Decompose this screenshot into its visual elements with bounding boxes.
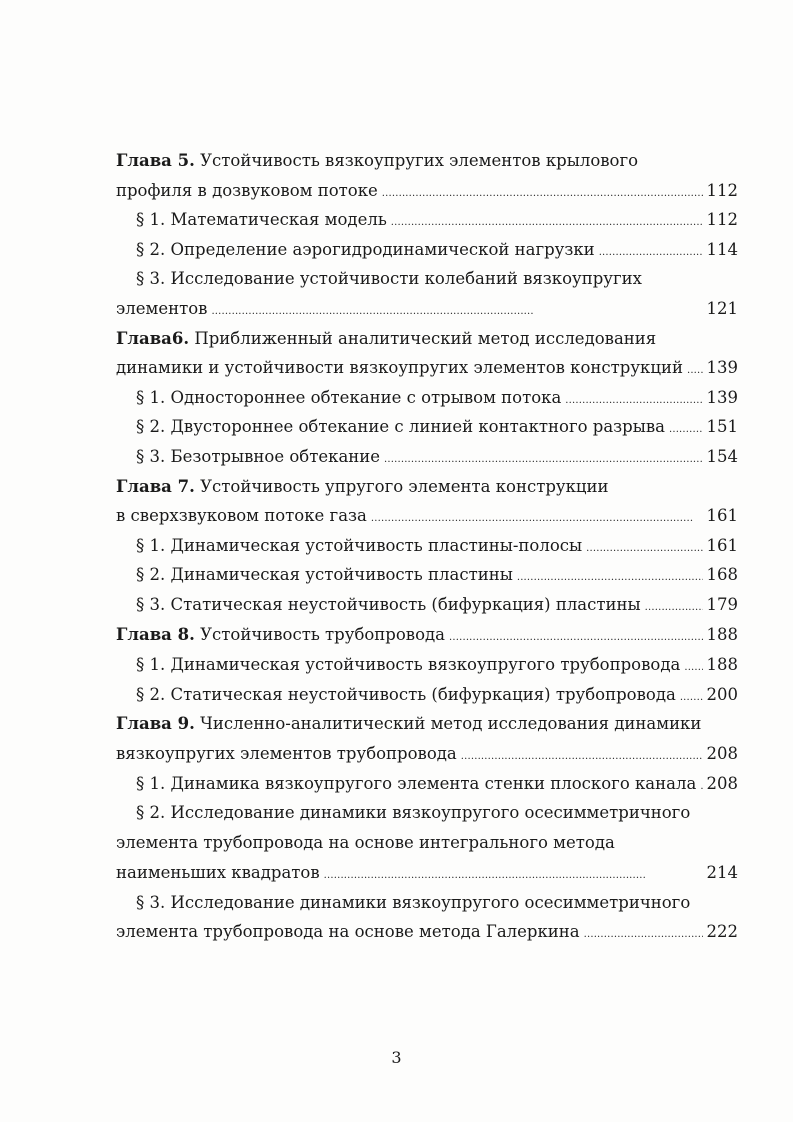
- section-title: элементов: [116, 299, 208, 318]
- toc-section-9-2-line-3[interactable]: [116, 862, 738, 884]
- toc-section-7-2[interactable]: [136, 564, 738, 586]
- section-label: § 1.: [136, 774, 166, 793]
- page-ref: 222: [706, 922, 738, 941]
- chapter-label: Глава6.: [116, 329, 190, 348]
- section-title: Определение аэрогидродинамической нагрузки: [170, 240, 595, 259]
- toc-section-6-1[interactable]: [136, 387, 738, 409]
- section-label: § 2.: [136, 240, 166, 259]
- section-title: Статическая неустойчивость (бифуркация) пластины: [170, 595, 641, 614]
- page-ref: 139: [706, 358, 738, 377]
- page-ref: 188: [706, 655, 738, 674]
- page-ref: 200: [706, 685, 738, 704]
- page-ref: 112: [706, 181, 738, 200]
- section-title: Одностороннее обтекание с отрывом потока: [170, 388, 562, 407]
- leader-dots: [517, 564, 703, 589]
- section-title: наименьших квадратов: [116, 863, 320, 882]
- toc-chapter-5-line-1: [116, 150, 738, 172]
- page-ref: 161: [706, 506, 738, 525]
- toc-section-5-3-line-1: [136, 268, 738, 290]
- chapter-title: профиля в дозвуковом потоке: [116, 181, 378, 200]
- section-title: Исследование динамики вязкоупругого осесимметричного: [170, 893, 691, 912]
- page-ref: 208: [706, 744, 738, 763]
- section-title: Исследование динамики вязкоупругого осесимметричного: [170, 803, 691, 822]
- page-ref: 168: [706, 565, 738, 584]
- leader-dots: [684, 654, 702, 679]
- section-title: элемента трубопровода на основе интегрального метода: [116, 833, 615, 852]
- toc-section-9-3-line-2[interactable]: [116, 921, 738, 943]
- toc-section-5-1[interactable]: [136, 209, 738, 231]
- page-ref: 112: [706, 210, 738, 229]
- toc-chapter-6-line-2[interactable]: [116, 357, 738, 379]
- leader-dots: [586, 535, 702, 560]
- section-label: § 2.: [136, 565, 166, 584]
- leader-dots: [669, 416, 703, 441]
- section-title: элемента трубопровода на основе метода Галеркина: [116, 922, 580, 941]
- toc-section-7-3[interactable]: [136, 594, 738, 616]
- section-title: Динамическая устойчивость пластины: [170, 565, 513, 584]
- toc-section-9-2-line-2: [116, 832, 738, 854]
- section-title: Динамическая устойчивость пластины-полосы: [170, 536, 583, 555]
- chapter-label: Глава 9.: [116, 714, 195, 733]
- section-label: § 1.: [136, 210, 166, 229]
- section-title: Статическая неустойчивость (бифуркация) трубопровода: [170, 685, 676, 704]
- leader-dots: [449, 624, 702, 649]
- section-label: § 3.: [136, 595, 166, 614]
- chapter-title: динамики и устойчивости вязкоупругих элементов конструкций: [116, 358, 683, 377]
- toc-section-9-1[interactable]: [136, 773, 738, 795]
- toc-section-5-3-line-2[interactable]: [116, 298, 738, 320]
- page-ref: 208: [706, 774, 738, 793]
- leader-dots: [599, 239, 703, 264]
- leader-dots: [324, 862, 703, 887]
- toc-chapter-9-line-2[interactable]: [116, 743, 738, 765]
- page-ref: 188: [706, 625, 738, 644]
- page-ref: 179: [706, 595, 738, 614]
- chapter-label: Глава 8.: [116, 625, 195, 644]
- toc-chapter-6-line-1: [116, 328, 738, 350]
- section-label: § 3.: [136, 269, 166, 288]
- section-label: § 3.: [136, 447, 166, 466]
- leader-dots: [565, 387, 702, 412]
- toc-section-8-2[interactable]: [136, 684, 738, 706]
- page-number: 3: [391, 1048, 402, 1067]
- toc-section-9-2-line-1: [136, 802, 738, 824]
- leader-dots: [680, 684, 703, 709]
- chapter-title: вязкоупругих элементов трубопровода: [116, 744, 457, 763]
- section-label: § 2.: [136, 803, 166, 822]
- chapter-title: Устойчивость вязкоупругих элементов крылового: [200, 151, 639, 170]
- page-ref: 154: [706, 447, 738, 466]
- section-title: Динамика вязкоупругого элемента стенки плоского канала: [170, 774, 697, 793]
- page-ref: 114: [706, 240, 738, 259]
- page-ref: 214: [706, 863, 738, 882]
- page-ref: 121: [706, 299, 738, 318]
- chapter-label: Глава 5.: [116, 151, 195, 170]
- leader-dots: [461, 743, 703, 768]
- toc-section-7-1[interactable]: [136, 535, 738, 557]
- page-ref: 151: [706, 417, 738, 436]
- chapter-label: Глава 7.: [116, 477, 195, 496]
- page-ref: 161: [706, 536, 738, 555]
- section-label: § 3.: [136, 893, 166, 912]
- leader-dots: [211, 298, 702, 323]
- toc-chapter-9-line-1: [116, 713, 738, 735]
- leader-dots: [391, 209, 703, 234]
- toc-section-6-2[interactable]: [136, 416, 738, 438]
- section-title: Динамическая устойчивость вязкоупругого трубопровода: [170, 655, 681, 674]
- leader-dots: [371, 505, 703, 530]
- section-label: § 2.: [136, 417, 166, 436]
- section-title: Математическая модель: [170, 210, 387, 229]
- section-title: Исследование устойчивости колебаний вязкоупругих: [170, 269, 642, 288]
- chapter-title: в сверхзвуковом потоке газа: [116, 506, 367, 525]
- leader-dots: [645, 594, 703, 619]
- section-label: § 1.: [136, 536, 166, 555]
- toc-section-8-1[interactable]: [136, 654, 738, 676]
- section-label: § 1.: [136, 655, 166, 674]
- chapter-title: Устойчивость трубопровода: [200, 625, 446, 644]
- leader-dots: [382, 180, 703, 205]
- leader-dots: [584, 921, 703, 946]
- leader-dots: [700, 773, 702, 798]
- toc-chapter-8[interactable]: [116, 624, 738, 646]
- toc-section-5-2[interactable]: [136, 239, 738, 261]
- chapter-title: Приближенный аналитический метод исследования: [194, 329, 657, 348]
- section-title: Двустороннее обтекание с линией контактного разрыва: [170, 417, 665, 436]
- toc-chapter-7-line-2[interactable]: [116, 505, 738, 527]
- chapter-title: Численно-аналитический метод исследования динамики: [200, 714, 702, 733]
- section-label: § 2.: [136, 685, 166, 704]
- leader-dots: [384, 446, 702, 471]
- toc-section-6-3[interactable]: [136, 446, 738, 468]
- toc-chapter-7-line-1: [116, 476, 738, 498]
- section-title: Безотрывное обтекание: [170, 447, 381, 466]
- toc-chapter-5-line-2[interactable]: [116, 180, 738, 202]
- section-label: § 1.: [136, 388, 166, 407]
- leader-dots: [687, 357, 703, 382]
- toc-section-9-3-line-1: [136, 892, 738, 914]
- page-ref: 139: [706, 388, 738, 407]
- chapter-title: Устойчивость упругого элемента конструкции: [200, 477, 609, 496]
